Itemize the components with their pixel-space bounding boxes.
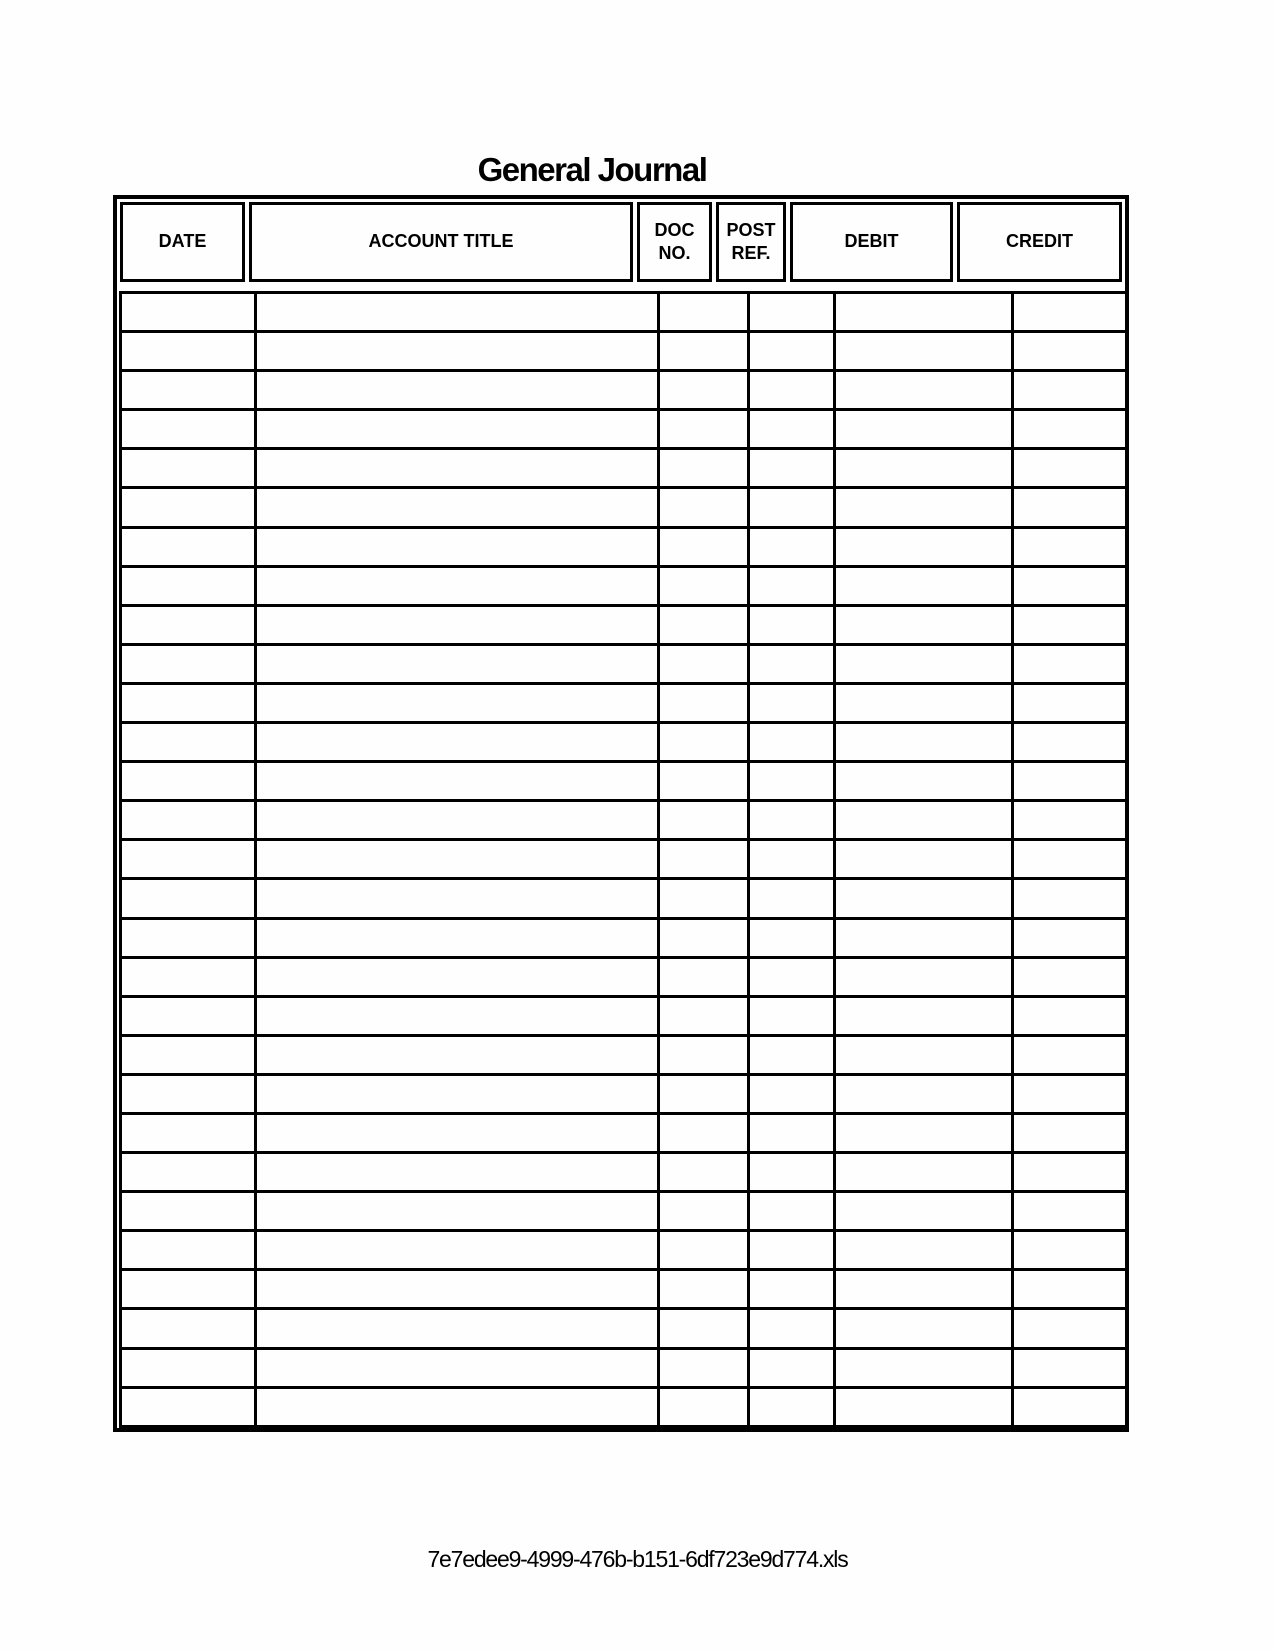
journal-cell-doc_no [659,1192,749,1231]
journal-cell-account_title [256,762,659,801]
journal-cell-credit [1013,605,1127,644]
journal-cell-credit [1013,762,1127,801]
journal-cell-account_title [256,1348,659,1387]
journal-row [121,605,1127,644]
journal-cell-post_ref [749,566,835,605]
journal-cell-debit [835,918,1013,957]
journal-table-frame [113,195,1129,1432]
journal-cell-post_ref [749,488,835,527]
journal-cell-credit [1013,566,1127,605]
journal-cell-credit [1013,488,1127,527]
journal-cell-credit [1013,1035,1127,1074]
journal-cell-post_ref [749,918,835,957]
journal-row [121,801,1127,840]
journal-cell-credit [1013,879,1127,918]
journal-cell-debit [835,957,1013,996]
journal-cell-account_title [256,801,659,840]
journal-cell-date [121,683,256,722]
journal-cell-post_ref [749,801,835,840]
journal-cell-debit [835,488,1013,527]
journal-cell-date [121,410,256,449]
journal-cell-credit [1013,410,1127,449]
journal-row [121,527,1127,566]
journal-cell-post_ref [749,1231,835,1270]
journal-cell-date [121,605,256,644]
journal-cell-debit [835,996,1013,1035]
journal-cell-debit [835,762,1013,801]
journal-cell-post_ref [749,527,835,566]
journal-cell-debit [835,527,1013,566]
journal-cell-date [121,1270,256,1309]
journal-cell-credit [1013,840,1127,879]
journal-cell-debit [835,410,1013,449]
journal-cell-account_title [256,293,659,332]
journal-cell-date [121,644,256,683]
journal-row [121,1153,1127,1192]
journal-cell-doc_no [659,762,749,801]
journal-cell-account_title [256,644,659,683]
journal-cell-post_ref [749,449,835,488]
journal-cell-date [121,1348,256,1387]
journal-cell-account_title [256,449,659,488]
journal-cell-debit [835,801,1013,840]
journal-cell-date [121,879,256,918]
journal-cell-date [121,801,256,840]
journal-cell-post_ref [749,1074,835,1113]
journal-cell-doc_no [659,644,749,683]
journal-cell-doc_no [659,879,749,918]
journal-cell-post_ref [749,996,835,1035]
journal-row [121,1231,1127,1270]
journal-row [121,1387,1127,1426]
journal-cell-doc_no [659,957,749,996]
journal-cell-debit [835,1192,1013,1231]
column-header-debit: DEBIT [790,202,953,282]
journal-row [121,957,1127,996]
journal-cell-account_title [256,879,659,918]
journal-row [121,1309,1127,1348]
journal-cell-debit [835,879,1013,918]
journal-cell-doc_no [659,605,749,644]
column-header-post_ref: POST REF. [716,202,786,282]
journal-cell-post_ref [749,957,835,996]
journal-cell-debit [835,1348,1013,1387]
journal-row [121,1270,1127,1309]
journal-cell-account_title [256,996,659,1035]
journal-cell-account_title [256,332,659,371]
journal-cell-debit [835,605,1013,644]
journal-cell-credit [1013,1387,1127,1426]
journal-cell-post_ref [749,683,835,722]
journal-cell-post_ref [749,371,835,410]
journal-cell-credit [1013,1309,1127,1348]
journal-cell-date [121,996,256,1035]
journal-cell-date [121,918,256,957]
journal-cell-credit [1013,723,1127,762]
journal-cell-date [121,332,256,371]
journal-cell-account_title [256,1231,659,1270]
journal-cell-credit [1013,801,1127,840]
journal-cell-doc_no [659,996,749,1035]
journal-row [121,1035,1127,1074]
journal-row [121,410,1127,449]
journal-cell-doc_no [659,683,749,722]
journal-cell-debit [835,683,1013,722]
footer-filename: 7e7edee9-4999-476b-b151-6df723e9d774.xls [427,1546,848,1572]
journal-cell-credit [1013,293,1127,332]
journal-cell-credit [1013,996,1127,1035]
journal-row [121,293,1127,332]
journal-cell-date [121,723,256,762]
journal-cell-account_title [256,605,659,644]
column-header-doc_no: DOC NO. [637,202,712,282]
journal-cell-credit [1013,644,1127,683]
journal-cell-post_ref [749,1113,835,1152]
journal-cell-debit [835,332,1013,371]
journal-cell-credit [1013,1192,1127,1231]
journal-cell-debit [835,1387,1013,1426]
journal-cell-post_ref [749,1348,835,1387]
journal-cell-credit [1013,918,1127,957]
journal-cell-account_title [256,1074,659,1113]
journal-cell-debit [835,1035,1013,1074]
journal-cell-account_title [256,1113,659,1152]
journal-cell-credit [1013,1231,1127,1270]
journal-cell-credit [1013,1270,1127,1309]
journal-cell-doc_no [659,566,749,605]
column-header-account_title: ACCOUNT TITLE [249,202,633,282]
journal-cell-doc_no [659,527,749,566]
journal-cell-account_title [256,957,659,996]
journal-cell-post_ref [749,1270,835,1309]
journal-row [121,840,1127,879]
journal-cell-doc_no [659,1035,749,1074]
journal-cell-credit [1013,1074,1127,1113]
journal-row [121,644,1127,683]
journal-cell-post_ref [749,1309,835,1348]
journal-cell-post_ref [749,410,835,449]
journal-cell-doc_no [659,801,749,840]
journal-cell-account_title [256,1153,659,1192]
journal-cell-account_title [256,1192,659,1231]
journal-cell-account_title [256,1270,659,1309]
journal-cell-debit [835,293,1013,332]
journal-cell-doc_no [659,1309,749,1348]
journal-row [121,371,1127,410]
journal-cell-doc_no [659,449,749,488]
journal-cell-date [121,1231,256,1270]
journal-cell-doc_no [659,723,749,762]
journal-cell-doc_no [659,1348,749,1387]
journal-cell-debit [835,1153,1013,1192]
page-title: General Journal [477,151,707,188]
journal-row [121,996,1127,1035]
journal-cell-post_ref [749,879,835,918]
journal-cell-debit [835,371,1013,410]
journal-cell-debit [835,1309,1013,1348]
journal-cell-doc_no [659,1270,749,1309]
journal-cell-debit [835,644,1013,683]
journal-cell-credit [1013,683,1127,722]
journal-cell-date [121,1035,256,1074]
journal-cell-post_ref [749,644,835,683]
journal-row [121,918,1127,957]
journal-cell-post_ref [749,605,835,644]
journal-cell-date [121,1387,256,1426]
journal-cell-doc_no [659,1231,749,1270]
journal-cell-doc_no [659,488,749,527]
journal-cell-date [121,1153,256,1192]
journal-cell-credit [1013,1153,1127,1192]
journal-cell-account_title [256,840,659,879]
journal-cell-credit [1013,527,1127,566]
journal-row [121,1113,1127,1152]
journal-cell-account_title [256,527,659,566]
journal-cell-debit [835,840,1013,879]
journal-cell-debit [835,723,1013,762]
journal-row [121,1348,1127,1387]
journal-cell-credit [1013,957,1127,996]
journal-cell-credit [1013,371,1127,410]
journal-cell-date [121,488,256,527]
journal-grid [119,291,1128,1428]
journal-cell-date [121,1074,256,1113]
journal-cell-credit [1013,1348,1127,1387]
journal-cell-post_ref [749,762,835,801]
journal-cell-date [121,527,256,566]
journal-cell-debit [835,1113,1013,1152]
journal-header-row [120,202,1122,282]
journal-cell-post_ref [749,293,835,332]
journal-row [121,1074,1127,1113]
journal-row [121,762,1127,801]
journal-cell-account_title [256,1035,659,1074]
journal-cell-post_ref [749,332,835,371]
journal-row [121,683,1127,722]
journal-row [121,332,1127,371]
journal-row [121,566,1127,605]
journal-row [121,449,1127,488]
journal-cell-account_title [256,683,659,722]
journal-cell-date [121,840,256,879]
journal-cell-credit [1013,332,1127,371]
journal-cell-doc_no [659,918,749,957]
journal-cell-doc_no [659,1153,749,1192]
journal-cell-post_ref [749,1035,835,1074]
journal-row [121,723,1127,762]
journal-row [121,1192,1127,1231]
journal-cell-post_ref [749,1192,835,1231]
journal-cell-date [121,449,256,488]
journal-cell-date [121,1113,256,1152]
journal-cell-debit [835,1231,1013,1270]
journal-cell-account_title [256,371,659,410]
journal-cell-debit [835,1270,1013,1309]
journal-cell-post_ref [749,1387,835,1426]
journal-cell-debit [835,566,1013,605]
journal-cell-account_title [256,410,659,449]
journal-cell-doc_no [659,1074,749,1113]
journal-cell-date [121,1192,256,1231]
journal-cell-doc_no [659,293,749,332]
journal-cell-account_title [256,1309,659,1348]
journal-cell-doc_no [659,371,749,410]
journal-cell-date [121,566,256,605]
journal-cell-date [121,1309,256,1348]
journal-cell-debit [835,1074,1013,1113]
journal-cell-date [121,293,256,332]
journal-cell-post_ref [749,1153,835,1192]
journal-cell-account_title [256,723,659,762]
journal-cell-post_ref [749,840,835,879]
journal-cell-credit [1013,1113,1127,1152]
column-header-date: DATE [120,202,245,282]
journal-cell-doc_no [659,840,749,879]
journal-cell-doc_no [659,410,749,449]
journal-row [121,879,1127,918]
journal-cell-date [121,762,256,801]
journal-cell-doc_no [659,332,749,371]
journal-cell-account_title [256,918,659,957]
journal-cell-post_ref [749,723,835,762]
journal-cell-account_title [256,1387,659,1426]
journal-cell-debit [835,449,1013,488]
journal-cell-account_title [256,488,659,527]
column-header-credit: CREDIT [957,202,1122,282]
journal-cell-doc_no [659,1387,749,1426]
journal-cell-credit [1013,449,1127,488]
journal-row [121,488,1127,527]
journal-cell-account_title [256,566,659,605]
journal-cell-date [121,957,256,996]
journal-cell-date [121,371,256,410]
journal-cell-doc_no [659,1113,749,1152]
